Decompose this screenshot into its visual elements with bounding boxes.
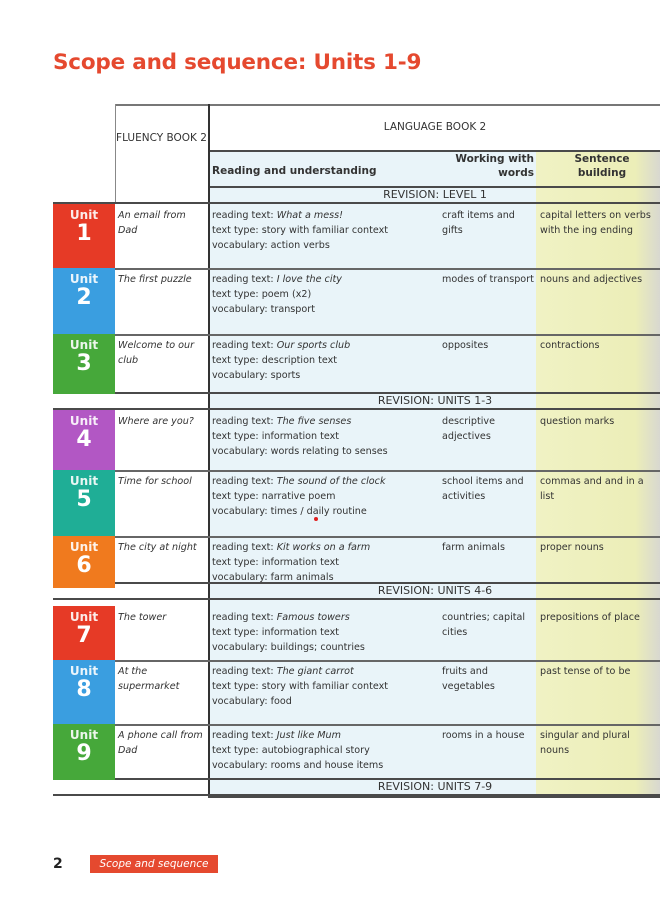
revision-row: REVISION: UNITS 1-3 [377,394,493,407]
unit-label: Unit [69,664,99,678]
unit-number: 1 [76,221,92,246]
divider [53,794,660,796]
revision-row: REVISION: LEVEL 1 [383,188,487,201]
unit-number: 4 [76,427,92,452]
sentence-cell: proper nouns [540,542,604,553]
fluency-title: Welcome to our club [118,340,195,366]
reading-title: The five senses [276,416,352,427]
reading-cell [212,338,442,383]
divider [53,660,660,662]
vocabulary: vocabulary: action verbs [212,240,330,251]
unit-tab-7[interactable] [53,606,115,660]
reading-text: reading text: Our sports club [212,340,351,351]
text-type: text type: story with familiar context [212,225,389,236]
words-cell: rooms in a house [442,730,525,741]
divider [115,104,116,204]
vocabulary: vocabulary: food [212,696,292,707]
unit-tab-8[interactable] [53,660,115,724]
unit-label: Unit [69,338,99,352]
sentence-cell: capital letters on verbs with the ing ending [540,210,651,236]
fluency-title: The tower [118,612,167,623]
fluency-title: At the supermarket [118,666,180,692]
unit-label: Unit [69,414,99,428]
reading-cell [212,664,442,709]
reading-text: reading text: The sound of the clock [212,476,386,487]
vocabulary: vocabulary: sports [212,370,301,381]
reading-text: reading text: What a mess! [212,210,343,221]
header-words: Working with words [455,153,534,179]
page-title: Scope and sequence: Units 1-9 [53,50,422,75]
sentence-cell: prepositions of place [540,612,640,623]
scope-table [53,104,660,798]
divider [53,724,660,726]
words-cell: countries; capital cities [442,612,526,638]
sentence-cell: commas and and in a list [540,476,644,502]
text-type: text type: story with familiar context [212,681,389,692]
sentence-cell: question marks [540,416,615,427]
unit-tab-3[interactable] [53,334,115,394]
reading-title: The giant carrot [276,666,354,677]
unit-label: Unit [69,540,99,554]
reading-cell [212,474,442,519]
text-type: text type: information text [212,627,340,638]
divider [53,334,660,336]
divider [53,470,660,472]
vocabulary: vocabulary: times / daily routine [212,506,367,517]
words-cell: school items and activities [442,476,524,502]
reading-title: Our sports club [276,340,351,351]
divider [53,202,660,204]
unit-number: 7 [76,623,92,648]
reading-cell [212,414,442,459]
words-cell: fruits and vegetables [442,666,495,692]
unit-label: Unit [69,272,99,286]
unit-number: 3 [76,351,92,376]
unit-label: Unit [69,474,99,488]
reading-title: Kit works on a farm [276,542,371,553]
unit-number: 2 [76,285,92,310]
reading-text: reading text: The five senses [212,416,352,427]
unit-number: 5 [76,487,92,512]
reading-title: Famous towers [276,612,350,623]
unit-tab-4[interactable] [53,410,115,470]
divider [53,268,660,270]
words-cell: craft items and gifts [442,210,515,236]
text-type: text type: poem (x2) [212,289,312,300]
sentence-cell: past tense of to be [540,666,631,677]
divider [53,778,660,780]
fluency-title: Where are you? [118,416,194,427]
vocabulary: vocabulary: buildings; countries [212,642,365,653]
text-type: text type: narrative poem [212,491,336,502]
reading-cell [212,208,442,253]
header-language: LANGUAGE BOOK 2 [383,121,487,133]
reading-title: The sound of the clock [276,476,386,487]
divider [115,104,660,106]
header-fluency: FLUENCY BOOK 2 [116,132,207,144]
divider [53,392,660,394]
reading-text: reading text: Famous towers [212,612,350,623]
reading-text: reading text: Just like Mum [212,730,341,741]
unit-tab-5[interactable] [53,470,115,536]
unit-label: Unit [69,208,99,222]
header-sentence: Sentence building [574,153,630,179]
unit-label: Unit [69,728,99,742]
reading-cell [212,540,442,585]
fluency-title: An email from Dad [118,210,186,236]
revision-row: REVISION: UNITS 4-6 [377,584,493,597]
divider [208,796,660,798]
unit-tab-9[interactable] [53,724,115,780]
reading-cell [212,728,442,773]
reading-text: reading text: The giant carrot [212,666,354,677]
page-number: 2 [53,856,63,872]
reading-title: I love the city [276,274,342,285]
unit-tab-1[interactable] [53,204,115,268]
unit-label: Unit [69,610,99,624]
sentence-cell: nouns and adjectives [540,274,643,285]
words-cell: modes of transport [442,274,534,285]
reading-text: reading text: Kit works on a farm [212,542,371,553]
vocabulary: vocabulary: words relating to senses [212,446,388,457]
words-cell: farm animals [442,542,505,553]
divider [53,598,660,600]
section-tag: Scope and sequence [90,855,218,873]
vocabulary: vocabulary: transport [212,304,315,315]
sentence-cell: contractions [540,340,600,351]
reading-text: reading text: I love the city [212,274,342,285]
fluency-title: The first puzzle [118,274,192,285]
header-reading: Reading and understanding [212,165,377,177]
red-dot-marker [314,517,318,521]
text-type: text type: description text [212,355,338,366]
divider [53,536,660,538]
reading-title: What a mess! [276,210,343,221]
vocabulary: vocabulary: farm animals [212,572,334,583]
words-cell: descriptive adjectives [442,416,495,442]
fluency-title: The city at night [118,542,197,553]
fluency-title: A phone call from Dad [118,730,203,756]
divider [208,104,210,798]
reading-title: Just like Mum [276,730,341,741]
reading-cell [212,272,442,317]
unit-tab-6[interactable] [53,536,115,588]
fluency-title: Time for school [118,476,192,487]
divider [53,408,660,410]
vocabulary: vocabulary: rooms and house items [212,760,384,771]
reading-cell [212,610,442,655]
text-type: text type: information text [212,431,340,442]
text-type: text type: information text [212,557,340,568]
unit-number: 9 [76,741,92,766]
sentence-cell: singular and plural nouns [540,730,630,756]
words-cell: opposites [442,340,489,351]
unit-number: 6 [76,553,92,578]
revision-row: REVISION: UNITS 7-9 [377,780,493,793]
text-type: text type: autobiographical story [212,745,370,756]
unit-number: 8 [76,677,92,702]
unit-tab-2[interactable] [53,268,115,334]
divider [210,150,660,152]
